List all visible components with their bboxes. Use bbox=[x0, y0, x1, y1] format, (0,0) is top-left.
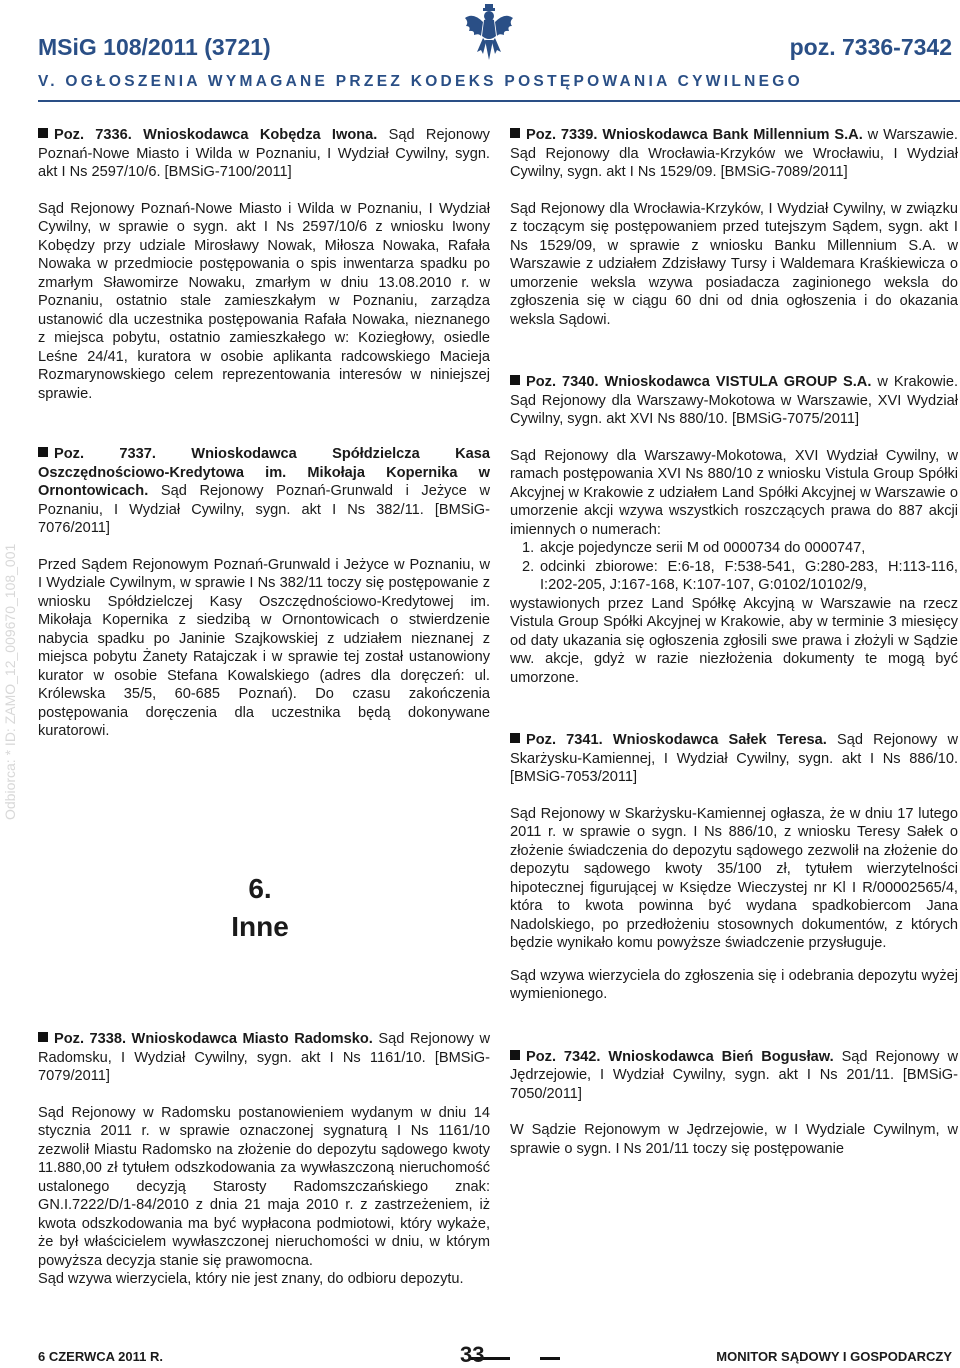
entry-paragraph: Sąd wzywa wierzyciela, który nie jest znany, do odbioru depozytu. bbox=[38, 1271, 464, 1287]
list-item bbox=[510, 558, 958, 595]
entry-body bbox=[38, 200, 490, 404]
entry-header bbox=[38, 445, 490, 538]
issue-number: MSiG 108/2011 (3721) bbox=[38, 34, 271, 60]
entry-header bbox=[38, 1030, 490, 1086]
right-column bbox=[510, 126, 958, 1186]
footer-publication: MONITOR SĄDOWY I GOSPODARCZY bbox=[716, 1349, 952, 1364]
bullet-square-icon bbox=[38, 128, 48, 138]
entry-7338 bbox=[38, 1030, 490, 1289]
list-text: odcinki zbiorowe: E:6-18, F:538-541, G:280-283, H:113-116, I:202-205, J:167-168, K:107-107, G:0102/10102/9, bbox=[540, 558, 958, 593]
entry-court-info: Sąd Rejonowy w Skarżysku-Kamiennej, I Wydział Cywilny, sygn. akt I Ns 886/10. [BMSiG-7053/2011] bbox=[510, 732, 958, 785]
share-numbers-list bbox=[510, 539, 958, 595]
entry-court-info: w Warszawie. Sąd Rejonowy dla Wrocławia-Krzyków we Wrocławiu, I Wydział Cywilny, sygn. akt I Ns 1529/09. [BMSiG-7089/2011] bbox=[510, 127, 958, 180]
entry-header bbox=[510, 1048, 958, 1104]
entry-paragraph: Sąd Rejonowy dla Warszawy-Mokotowa, XVI Wydział Cywilny, w ramach postępowania XVI Ns 880/10 z wniosku Vistula Group Spółki Akcyjnej w Krakowie z udziałem Land Spółki Akcyjnej w Warszawie o umorzenie akcji wzywa wszystkich roszczących prawa do 887 akcji imiennych o numerach: bbox=[510, 447, 958, 538]
entry-court-info: Sąd Rejonowy w Radomsku, I Wydział Cywilny, sygn. akt I Ns 1161/10. [BMSiG-7079/2011] bbox=[38, 1031, 490, 1084]
entry-body bbox=[38, 1104, 490, 1289]
entry-court-info: Sąd Rejonowy w Jędrzejowie, I Wydział Cywilny, sygn. akt I Ns 201/11. [BMSiG-7050/2011] bbox=[510, 1048, 958, 1102]
entry-7342 bbox=[510, 1048, 958, 1159]
bullet-square-icon bbox=[510, 1050, 520, 1060]
positions-range: poz. 7336-7342 bbox=[789, 34, 952, 60]
entry-7341 bbox=[510, 731, 958, 1004]
left-column bbox=[38, 126, 490, 769]
entry-body bbox=[510, 200, 958, 330]
entry-court-info: w Krakowie. Sąd Rejonowy dla Warszawy-Mokotowa w Warszawie, XVI Wydział Cywilny, sygn. akt XVI Ns 880/10. [BMSiG-7075/2011] bbox=[510, 374, 958, 427]
recipient-watermark: Odbiorca: * ID: ZAMO_12_009670_108_001 bbox=[2, 543, 18, 820]
footer-date: 6 CZERWCA 2011 R. bbox=[38, 1349, 163, 1364]
section-number: 6. bbox=[248, 873, 272, 904]
header-divider bbox=[38, 100, 960, 102]
bullet-square-icon bbox=[510, 733, 520, 743]
bullet-square-icon bbox=[510, 128, 520, 138]
section-title: V. OGŁOSZENIA WYMAGANE PRZEZ KODEKS POSTĘPOWANIA CYWILNEGO bbox=[38, 73, 803, 90]
entry-title: Poz. 7337. Wnioskodawca Spółdzielcza Kasa Oszczędnościowo-Kredytowa im. Mikołaja Kopernika w Ornontowicach. bbox=[38, 446, 490, 499]
entry-header bbox=[510, 126, 958, 182]
entry-paragraph: wystawionych przez Land Spółkę Akcyjną w Warszawie na rzecz Vistula Group Spółki Akcyjnej w Krakowie, aby w terminie 3 miesięcy od daty ukazania się ogłoszenia zgłosili swe prawa i złożyli w Sądzie ww. akcje, gdyż w razie niezłożenia dokumenty te mogą być umorzone. bbox=[510, 595, 958, 686]
entry-title: Poz. 7338. Wnioskodawca Miasto Radomsko. bbox=[54, 1031, 373, 1047]
entry-title: Poz. 7340. Wnioskodawca VISTULA GROUP S.A. bbox=[526, 374, 872, 390]
list-number: 2. bbox=[522, 558, 535, 575]
list-item bbox=[510, 539, 958, 558]
entry-paragraph: Sąd wzywa wierzyciela do zgłoszenia się i odebrania depozytu wyżej wymienionego. bbox=[510, 967, 958, 1002]
entry-body bbox=[510, 805, 958, 1004]
section-label: Inne bbox=[231, 911, 289, 942]
entry-header bbox=[510, 731, 958, 787]
footer-dash-right bbox=[540, 1357, 560, 1360]
bullet-square-icon bbox=[38, 1032, 48, 1042]
entry-paragraph: Sąd Rejonowy w Skarżysku-Kamiennej ogłasza, że w dniu 17 lutego 2011 r. w sprawie o sygn. I Ns 886/10, z wniosku Teresy Sałek o złożenie świadczenia do depozytu sądowego zezwolił na złożenie do depozytu sądowego kwoty 35/100 zł, tytułem wierzytelności hipotecznej figurującej w Księdze Wieczystej nr Kl I R/00002565/4, która to kwota powinna być wydana spadkobiercom Jana Nadolskiego, po przedłożeniu stosownych dokumentów, z których będzie wynikało komu powyższe świadczenie przysługuje. bbox=[510, 805, 958, 951]
entry-paragraph: Sąd Rejonowy dla Wrocławia-Krzyków, I Wydział Cywilny, w związku z toczącym się postępowaniem przed tutejszym Sądem, sygn. akt I Ns 1529/09, w sprawie z wniosku Banku Millennium S.A. w Warszawie z udziałem Zdzisławy Tursy i Waldemara Kraśkiewicza o umorzenie weksla wzywa posiadacza zaginionego weksla do zgłoszenia się w ciągu 60 dni od dnia ogłoszenia i do okazania weksla Sądowi. bbox=[510, 200, 958, 328]
entry-paragraph: Sąd Rejonowy Poznań-Nowe Miasto i Wilda w Poznaniu, I Wydział Cywilny, w sprawie o sygn. akt I Ns 2597/10/6 z wniosku Iwony Kobędzy przy udziale Mirosławy Nowak, Miłosza Nowaka, Rafała Nowaka w przedmiocie postępowania o spis inwentarza spadku po zmarłym Sławomirze Nowaku, zmarłym w dniu 13.08.2010 r. w Poznaniu, ostatnio stale zamieszkałym w Poznaniu, zarządza ustanowić dla uczestnika postępowania Rafała Nowaka, nieznanego z miejsca pobytu, ostatnio zamieszkałego w: Koziegłowy, osiedle Leśne 24/41, kuratora w osobie aplikanta radcowskiego Macieja Rozmarynowskiego celem reprezentowania interesów w niniejszej sprawie. bbox=[38, 200, 490, 402]
entry-paragraph: W Sądzie Rejonowym w Jędrzejowie, w I Wydziale Cywilnym, w sprawie o sygn. I Ns 201/11 toczy się postępowanie bbox=[510, 1122, 958, 1157]
list-text: akcje pojedyncze serii M od 0000734 do 0000747, bbox=[540, 540, 866, 556]
entry-body bbox=[510, 447, 958, 688]
bullet-square-icon bbox=[38, 447, 48, 457]
entry-title: Poz. 7336. Wnioskodawca Kobędza Iwona. bbox=[54, 127, 378, 143]
polish-eagle-emblem-icon bbox=[463, 2, 515, 64]
list-number: 1. bbox=[522, 540, 535, 556]
entry-title: Poz. 7342. Wnioskodawca Bień Bogusław. bbox=[526, 1048, 834, 1065]
entry-header bbox=[38, 126, 490, 182]
entry-body bbox=[38, 556, 490, 741]
entry-7340 bbox=[510, 373, 958, 687]
entry-title: Poz. 7341. Wnioskodawca Sałek Teresa. bbox=[526, 732, 827, 748]
entry-7337 bbox=[38, 445, 490, 741]
bullet-square-icon bbox=[510, 375, 520, 385]
entry-body bbox=[510, 1121, 958, 1158]
entry-paragraph: Przed Sądem Rejonowym Poznań-Grunwald i Jeżyce w Poznaniu, w I Wydziale Cywilnym, w sprawie I Ns 382/11 toczy się postępowanie z wniosku Spółdzielczej Kasy Oszczędnościowo-Kredytowej im. Mikołaja Kopernika z siedzibą w Ornontowicach o stwierdzenie nabycia spadku po Janinie Szajkowskiej z udziałem nieznanej z miejsca pobytu Żanety Ratajczak i w sprawie tej został ustanowiony kurator w osobie Stefana Kowalskiego (adres dla doręczeń: ul. Królewska 35/5, 60-685 Poznań). Do czasu zakończenia postępowania doręczenia dla uczestnika będą dokonywane kuratorowi. bbox=[38, 556, 490, 739]
section-heading-inne bbox=[210, 870, 310, 946]
entry-title: Poz. 7339. Wnioskodawca Bank Millennium S.A. bbox=[526, 127, 863, 143]
entry-7336 bbox=[38, 126, 490, 403]
entry-court-info: Sąd Rejonowy Poznań-Grunwald i Jeżyce w Poznaniu, I Wydział Cywilny, sygn. akt I Ns 382/11. [BMSiG-7076/2011] bbox=[38, 483, 490, 536]
entry-paragraph: Sąd Rejonowy w Radomsku postanowieniem wydanym w dniu 14 stycznia 2011 r. w sprawie oznaczonej sygnaturą I Ns 1161/10 zezwolił Miastu Radomsko na złożenie do depozytu sądowego kwoty 11.880,00 zł tytułem odszkodowania za wywłaszczoną nieruchomość ustalonego decyzją Starosty Radomszczańskiego znak: GN.I.7222/D/1-84/2010 z dnia 21 maja 2010 r. z zastrzeżeniem, iż kwota odszkodowania ma być wypłacona podmiotowi, który wykaże, że był właścicielem wywłaszczonej nieruchomości w dniu, w którym powyższa decyzja stanie się prawomocna. bbox=[38, 1104, 490, 1269]
left-column-lower bbox=[38, 1030, 490, 1317]
entry-header bbox=[510, 373, 958, 429]
page-number: 33 bbox=[460, 1342, 485, 1367]
entry-7339 bbox=[510, 126, 958, 329]
entry-court-info: Sąd Rejonowy Poznań-Nowe Miasto i Wilda w Poznaniu, I Wydział Cywilny, sygn. akt I Ns 2597/10/6. [BMSiG-7100/2011] bbox=[38, 127, 490, 180]
